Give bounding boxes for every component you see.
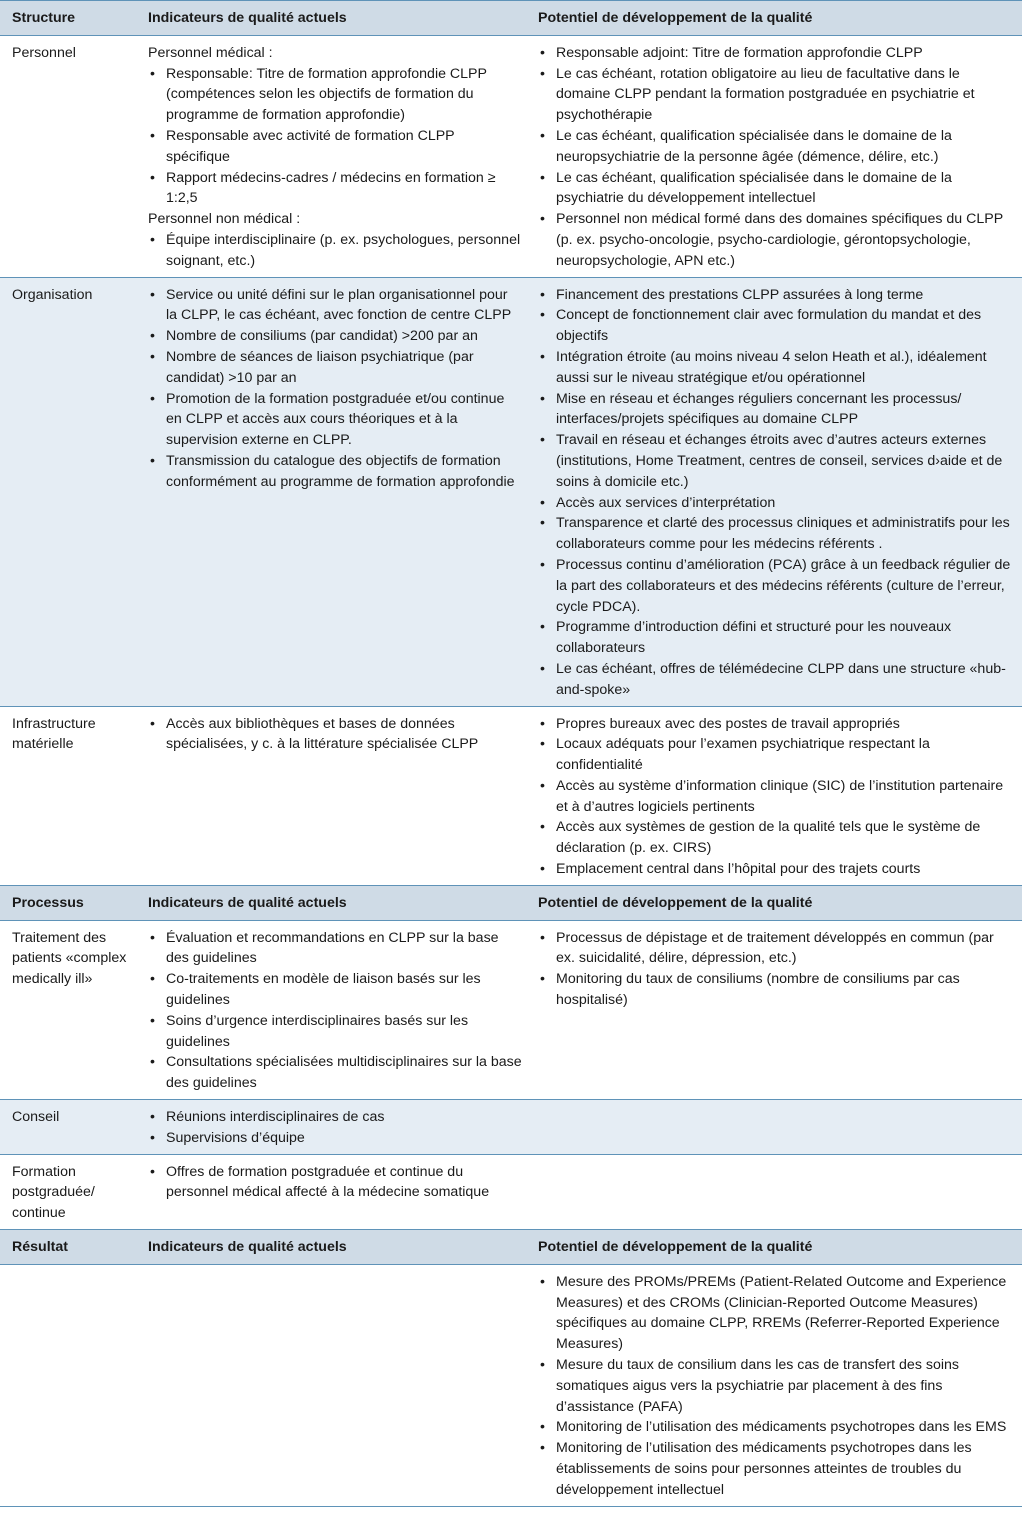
list-item: • Concept de fonctionnement clair avec formulation du mandat et des objectifs — [538, 305, 1016, 347]
bullet-list — [148, 714, 522, 756]
list-item: • Monitoring de l’utilisation des médicaments psychotropes dans les EMS — [538, 1417, 1016, 1438]
list-item: • Propres bureaux avec des postes de travail appropriés — [538, 714, 1016, 735]
section-title: Résultat — [0, 1230, 136, 1265]
list-item: • Monitoring du taux de consiliums (nombre de consiliums par cas hospitalisé) — [538, 969, 1016, 1011]
section-header-row — [0, 885, 1022, 920]
group-title: Personnel médical : — [148, 44, 273, 61]
table-row — [0, 920, 1022, 1099]
list-item: • Offres de formation postgraduée et continue du personnel médical affecté à la médecine somatique — [148, 1162, 522, 1204]
table-row — [0, 706, 1022, 885]
row-label: Infrastructure matérielle — [0, 706, 136, 885]
list-item: • Promotion de la formation postgraduée et/ou continue en CLPP et accès aux cours théoriques et à la supervision externe en CLPP. — [148, 389, 522, 451]
list-item: • Mesure des PROMs/PREMs (Patient-Related Outcome and Experience Measures) et des CROMs (Clinician-Reported Outcome Measures) spécifiques au domaine CLPP, RREMs (Referrer-Reported Experience Measures) — [538, 1272, 1016, 1355]
list-item: • Transmission du catalogue des objectifs de formation conformément au programme de formation approfondie — [148, 451, 522, 493]
list-item: • Mise en réseau et échanges réguliers concernant les processus/ interfaces/projets spécifiques au domaine CLPP — [538, 389, 1016, 431]
list-item: • Programme d’introduction défini et structuré pour les nouveaux collaborateurs — [538, 617, 1016, 659]
list-item: • Supervisions d’équipe — [148, 1128, 522, 1149]
list-item: • Service ou unité défini sur le plan organisationnel pour la CLPP, le cas échéant, avec fonction de centre CLPP — [148, 285, 522, 327]
list-item: • Nombre de séances de liaison psychiatrique (par candidat) >10 par an — [148, 347, 522, 389]
list-item: • Accès au système d’information clinique (SIC) de l’institution partenaire et à d’autres logiciels pertinents — [538, 776, 1016, 818]
current-indicators-cell — [136, 277, 528, 706]
row-label: Traitement des patients «complex medically ill» — [0, 920, 136, 1099]
list-item: • Équipe interdisciplinaire (p. ex. psychologues, personnel soignant, etc.) — [148, 230, 522, 272]
table-row — [0, 1154, 1022, 1229]
group-title: Personnel non médical : — [148, 211, 301, 228]
list-item: • Financement des prestations CLPP assurées à long terme — [538, 285, 1016, 306]
list-item: • Réunions interdisciplinaires de cas — [148, 1107, 522, 1128]
current-indicators-cell — [136, 1264, 528, 1506]
column-header-potential: Potentiel de développement de la qualité — [528, 1230, 1022, 1265]
column-header-potential: Potentiel de développement de la qualité — [528, 1, 1022, 36]
current-indicators-cell — [136, 1100, 528, 1155]
list-item: • Accès aux bibliothèques et bases de données spécialisées, y c. à la littérature spécialisée CLPP — [148, 714, 522, 756]
list-item: • Responsable avec activité de formation CLPP spécifique — [148, 126, 522, 168]
bullet-list — [148, 1107, 522, 1149]
section-header-row — [0, 1, 1022, 36]
list-item: • Processus continu d’amélioration (PCA) grâce à un feedback régulier de la part des collaborateurs et des médecins référents (culture de l’erreur, cycle PDCA). — [538, 555, 1016, 617]
bullet-list — [538, 285, 1016, 701]
column-header-current: Indicateurs de qualité actuels — [136, 1, 528, 36]
list-item: • Le cas échéant, qualification spécialisée dans le domaine de la neuropsychiatrie de la personne âgée (démence, délire, etc.) — [538, 126, 1016, 168]
list-item: • Consultations spécialisées multidisciplinaires sur la base des guidelines — [148, 1052, 522, 1094]
list-item: • Responsable: Titre de formation approfondie CLPP (compétences selon les objectifs de formation du programme de formation approfondie) — [148, 64, 522, 126]
potential-cell — [528, 1264, 1022, 1506]
section-title: Processus — [0, 885, 136, 920]
list-item: • Nombre de consiliums (par candidat) >200 par an — [148, 326, 522, 347]
potential-cell — [528, 1100, 1022, 1155]
bullet-list — [538, 1272, 1016, 1501]
bullet-list — [538, 43, 1016, 272]
current-indicators-cell — [136, 920, 528, 1099]
current-indicators-cell — [136, 706, 528, 885]
bullet-list — [148, 928, 522, 1094]
potential-cell — [528, 277, 1022, 706]
list-item: • Personnel non médical formé dans des domaines spécifiques du CLPP (p. ex. psycho-oncologie, psycho-cardiologie, gérontopsychologie, neuropsychologie, APN etc.) — [538, 209, 1016, 271]
row-label: Personnel — [0, 35, 136, 277]
bullet-list — [538, 714, 1016, 880]
list-item: • Évaluation et recommandations en CLPP sur la base des guidelines — [148, 928, 522, 970]
bullet-list — [148, 230, 522, 272]
list-item: • Accès aux services d’interprétation — [538, 493, 1016, 514]
list-item: • Travail en réseau et échanges étroits avec d’autres acteurs externes (institutions, Home Treatment, centres de conseil, services d›aide et de soins à domicile etc.) — [538, 430, 1016, 492]
column-header-potential: Potentiel de développement de la qualité — [528, 885, 1022, 920]
list-item: • Le cas échéant, rotation obligatoire au lieu de facultative dans le domaine CLPP pendant la formation postgraduée en psychiatrie et psychothérapie — [538, 64, 1016, 126]
current-indicators-cell — [136, 35, 528, 277]
table-row — [0, 277, 1022, 706]
row-label: Conseil — [0, 1100, 136, 1155]
table-row — [0, 35, 1022, 277]
potential-cell — [528, 1154, 1022, 1229]
table-row — [0, 1264, 1022, 1506]
list-item: • Monitoring de l’utilisation des médicaments psychotropes dans les établissements de soins pour personnes atteintes de troubles du développement intellectuel — [538, 1438, 1016, 1500]
bullet-list — [148, 64, 522, 210]
list-item: • Emplacement central dans l’hôpital pour des trajets courts — [538, 859, 1016, 880]
list-item: • Le cas échéant, offres de télémédecine CLPP dans une structure «hub-and-spoke» — [538, 659, 1016, 701]
list-item: • Soins d’urgence interdisciplinaires basés sur les guidelines — [148, 1011, 522, 1053]
list-item: • Mesure du taux de consilium dans les cas de transfert des soins somatiques aigus vers la psychiatrie par placement à des fins d’assistance (PAFA) — [538, 1355, 1016, 1417]
bullet-list — [538, 928, 1016, 1011]
list-item: • Transparence et clarté des processus cliniques et administratifs pour les collaborateurs comme pour les médecins référents . — [538, 513, 1016, 555]
potential-cell — [528, 706, 1022, 885]
section-header-row — [0, 1230, 1022, 1265]
potential-cell — [528, 920, 1022, 1099]
table-body — [0, 1, 1022, 1507]
row-label — [0, 1264, 136, 1506]
potential-cell — [528, 35, 1022, 277]
list-item: • Processus de dépistage et de traitement développés en commun (par ex. suicidalité, délire, dépression, etc.) — [538, 928, 1016, 970]
current-indicators-cell — [136, 1154, 528, 1229]
row-label: Formation postgraduée/ continue — [0, 1154, 136, 1229]
list-item: • Responsable adjoint: Titre de formation approfondie CLPP — [538, 43, 1016, 64]
bullet-list — [148, 1162, 522, 1204]
list-item: • Accès aux systèmes de gestion de la qualité tels que le système de déclaration (p. ex. CIRS) — [538, 817, 1016, 859]
bullet-list — [148, 285, 522, 493]
list-item: • Le cas échéant, qualification spécialisée dans le domaine de la psychiatrie du développement intellectuel — [538, 168, 1016, 210]
row-label: Organisation — [0, 277, 136, 706]
column-header-current: Indicateurs de qualité actuels — [136, 885, 528, 920]
list-item: • Co-traitements en modèle de liaison basés sur les guidelines — [148, 969, 522, 1011]
column-header-current: Indicateurs de qualité actuels — [136, 1230, 528, 1265]
section-title: Structure — [0, 1, 136, 36]
list-item: • Locaux adéquats pour l’examen psychiatrique respectant la confidentialité — [538, 734, 1016, 776]
list-item: • Rapport médecins-cadres / médecins en formation ≥ 1:2,5 — [148, 168, 522, 210]
table-row — [0, 1100, 1022, 1155]
list-item: • Intégration étroite (au moins niveau 4 selon Heath et al.), idéalement aussi sur le niveau stratégique et/ou opérationnel — [538, 347, 1016, 389]
